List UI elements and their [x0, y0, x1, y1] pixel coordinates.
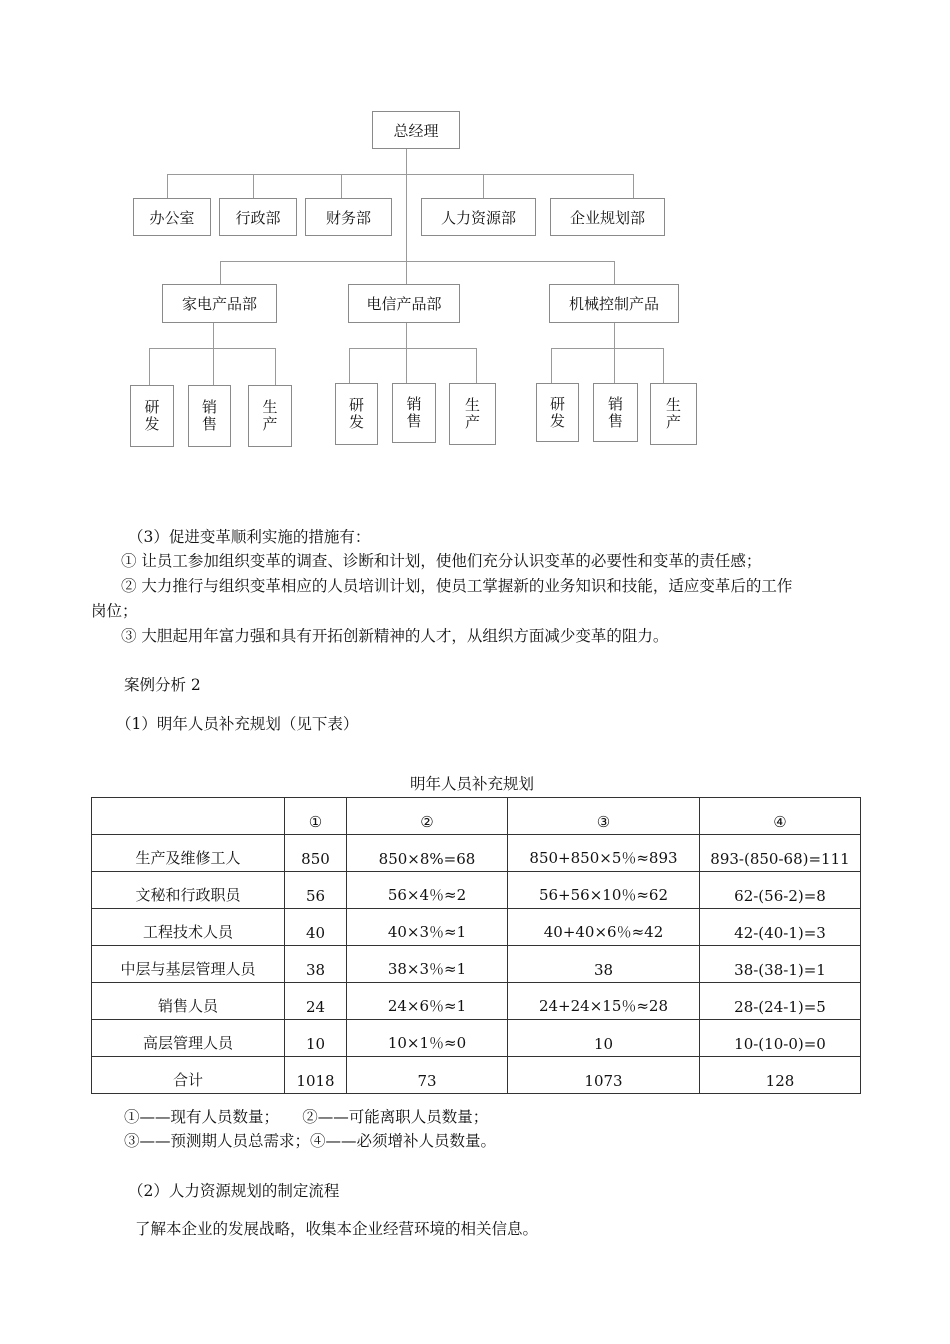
table-cell: 10-(10-0)=0: [700, 1020, 861, 1057]
measures-item-3: ③ 大胆起用年富力强和具有开拓创新精神的人才，从组织方面减少变革的阻力。: [121, 627, 669, 645]
measures-heading: （3）促进变革顺利实施的措施有：: [128, 528, 371, 546]
table-cell: 1073: [508, 1057, 700, 1094]
table-cell: 128: [700, 1057, 861, 1094]
table-cell: 38: [508, 946, 700, 983]
table-cell: 中层与基层管理人员: [92, 946, 285, 983]
table-cell: 38×3％≈1: [347, 946, 508, 983]
table-row: [92, 983, 861, 1020]
org-unit-sales: 销售: [188, 385, 231, 447]
table-legend-line-1: ①——现有人员数量； ②——可能离职人员数量；: [124, 1108, 489, 1126]
table-cell: 销售人员: [92, 983, 285, 1020]
table-cell: 工程技术人员: [92, 909, 285, 946]
table-cell: 42-(40-1)=3: [700, 909, 861, 946]
org-unit-production: 生产: [650, 383, 697, 445]
table-cell: 56: [285, 872, 347, 909]
measures-item-1: ① 让员工参加组织变革的调查、诊断和计划，使他们充分认识变革的必要性和变革的责任感；: [121, 552, 762, 570]
table-cell: 56×4％≈2: [347, 872, 508, 909]
org-division-machinery: 机械控制产品: [549, 284, 679, 323]
org-unit-sales: 销售: [392, 383, 436, 443]
table-row: [92, 1020, 861, 1057]
table-cell: 合计: [92, 1057, 285, 1094]
table-cell: 73: [347, 1057, 508, 1094]
table-row: [92, 872, 861, 909]
table-header-cell: ④: [700, 798, 861, 835]
table-cell: 56+56×10％≈62: [508, 872, 700, 909]
table-cell: 24: [285, 983, 347, 1020]
table-cell: 高层管理人员: [92, 1020, 285, 1057]
table-cell: 850+850×5％≈893: [508, 835, 700, 872]
table-header-cell: ①: [285, 798, 347, 835]
table-cell: 24+24×15％≈28: [508, 983, 700, 1020]
staffing-plan-table: [91, 797, 861, 1094]
measures-item-2-line-2: 岗位；: [91, 602, 138, 620]
table-cell: 1018: [285, 1057, 347, 1094]
table-cell: 10: [508, 1020, 700, 1057]
section2-text: 了解本企业的发展战略，收集本企业经营环境的相关信息。: [135, 1220, 539, 1238]
org-unit-rd: 研发: [536, 383, 579, 442]
section2-heading: （2）人力资源规划的制定流程: [128, 1182, 340, 1200]
table-cell: 62-(56-2)=8: [700, 872, 861, 909]
table-cell: 24×6％≈1: [347, 983, 508, 1020]
table-total-row: [92, 1057, 861, 1094]
table-cell: 40: [285, 909, 347, 946]
org-dept-planning: 企业规划部: [550, 198, 665, 236]
table-header-row: [92, 798, 861, 835]
table-cell: 38-(38-1)=1: [700, 946, 861, 983]
table-caption: 明年人员补充规划: [410, 775, 535, 793]
org-dept-admin: 行政部: [219, 198, 297, 236]
table-row: [92, 946, 861, 983]
org-unit-production: 生产: [449, 383, 496, 445]
org-dept-finance: 财务部: [305, 198, 392, 236]
org-unit-production: 生产: [248, 385, 292, 447]
org-unit-sales: 销售: [593, 383, 638, 442]
measures-item-2-line-1: ② 大力推行与组织变革相应的人员培训计划，使员工掌握新的业务知识和技能，适应变革后的工作: [121, 577, 793, 595]
org-dept-office: 办公室: [133, 198, 211, 236]
table-header-cell: ②: [347, 798, 508, 835]
table-cell: 10×1％≈0: [347, 1020, 508, 1057]
table-cell: 38: [285, 946, 347, 983]
org-division-appliance: 家电产品部: [162, 284, 277, 323]
table-cell: 40×3％≈1: [347, 909, 508, 946]
table-row: [92, 909, 861, 946]
table-cell: 850×8%=68: [347, 835, 508, 872]
table-cell: 28-(24-1)=5: [700, 983, 861, 1020]
table-legend-line-2: ③——预测期人员总需求；④——必须增补人员数量。: [124, 1132, 497, 1150]
table-cell: 40+40×6％≈42: [508, 909, 700, 946]
org-unit-rd: 研发: [335, 383, 378, 445]
case2-subheading: （1）明年人员补充规划（见下表）: [116, 715, 359, 733]
table-cell: 850: [285, 835, 347, 872]
table-row: [92, 835, 861, 872]
table-cell: 生产及维修工人: [92, 835, 285, 872]
table-cell: 893-(850-68)=111: [700, 835, 861, 872]
table-cell: 10: [285, 1020, 347, 1057]
case2-title: 案例分析 2: [124, 676, 201, 694]
org-dept-hr: 人力资源部: [421, 198, 536, 236]
org-unit-rd: 研发: [130, 385, 174, 447]
table-header-cell: [92, 798, 285, 835]
org-root-box: 总经理: [372, 111, 460, 149]
table-cell: 文秘和行政职员: [92, 872, 285, 909]
table-header-cell: ③: [508, 798, 700, 835]
org-division-telecom: 电信产品部: [348, 284, 460, 323]
